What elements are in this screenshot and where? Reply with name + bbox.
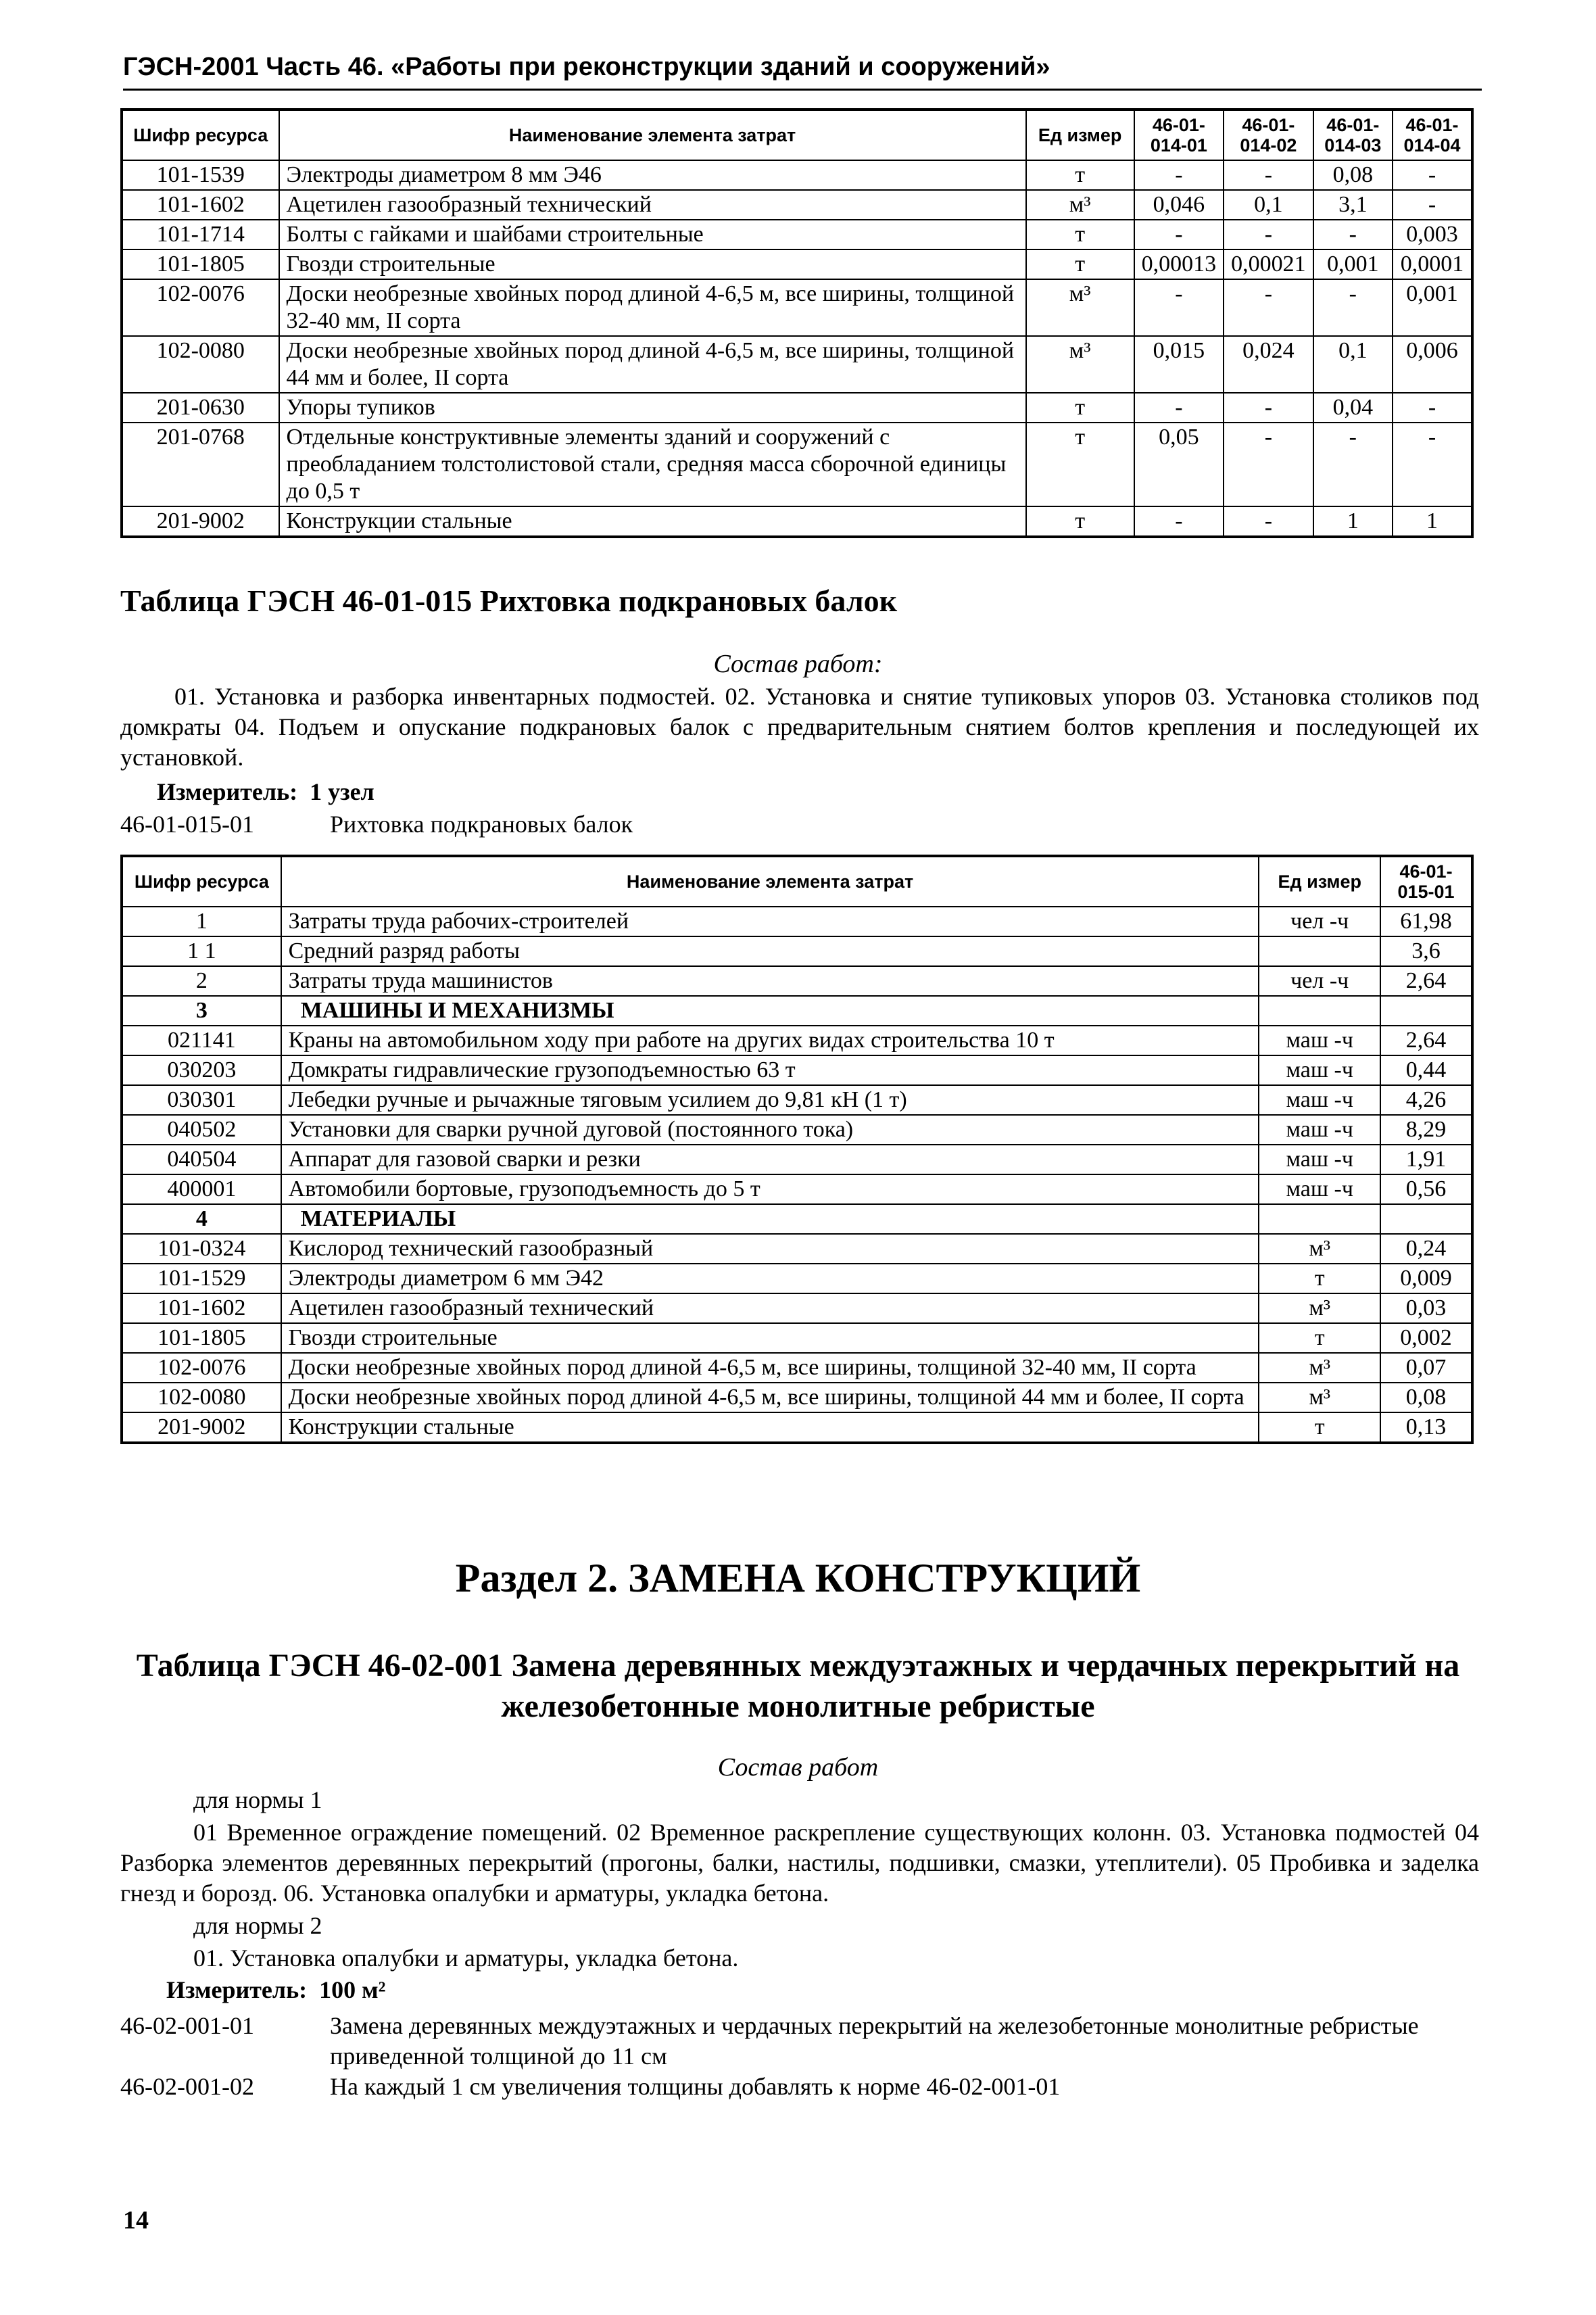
table-cell-name: Краны на автомобильном ходу при работе на других видах строительства 10 т [281,1026,1259,1055]
column-header: Наименование элемента затрат [281,856,1259,907]
meter-line [166,1976,385,2004]
table-row [122,423,1472,506]
table-cell-v3: 0,1 [1313,336,1393,393]
table-row [122,907,1472,936]
table-cell-v2: - [1224,279,1313,336]
table-row [122,936,1472,966]
table-cell-name: Средний разряд работы [281,936,1259,966]
table-cell-v3: 0,001 [1313,249,1393,279]
table-row [122,1174,1472,1204]
table-cell-name: Доски необрезные хвойных пород длиной 4-6,5 м, все ширины, толщиной 32-40 мм, II сорта [279,279,1026,336]
meter-value: 1 узел [310,778,374,805]
table-row [122,1234,1472,1264]
resource-table-46-01-015 [120,855,1474,1444]
composition-text: 01. Установка и разборка инвентарных подмостей. 02. Установка и снятие тупиковых упоров 03. Установка столиков под домкраты 04. Подъем и опускание подкрановых балок с предварительным снятием болтов крепления и последующей их установкой. [120,683,1479,771]
table-row [122,1353,1472,1383]
table-row [122,249,1472,279]
table-cell-v4: 0,006 [1393,336,1472,393]
norm-line [120,810,633,838]
table-cell-value: 61,98 [1380,907,1472,936]
table-cell-v1: - [1134,160,1224,190]
table-cell-v4: - [1393,393,1472,423]
table-group-row [122,1204,1472,1234]
table-row [122,279,1472,336]
meter-label: Измеритель: [166,1976,308,2003]
table-cell-v1: 0,00013 [1134,249,1224,279]
table-cell-v1: 0,046 [1134,190,1224,220]
column-header: Наименование элемента затрат [279,110,1026,160]
table-cell-unit: м³ [1026,279,1134,336]
table-cell-v2: - [1224,506,1313,537]
for-norm-1-label: для нормы 1 [193,1786,322,1813]
table-cell-unit: м³ [1259,1234,1380,1264]
table-cell-value: 1,91 [1380,1145,1472,1174]
table-cell-code: 1 1 [122,936,281,966]
table-row [122,220,1472,249]
norm-name: Рихтовка подкрановых балок [330,811,633,838]
table-cell-v4: - [1393,423,1472,506]
table-cell-value: 3,6 [1380,936,1472,966]
table-cell-code: 3 [122,996,281,1026]
composition-label: Состав работ: [713,650,883,678]
table-cell-value: 0,08 [1380,1383,1472,1412]
table-cell-value: 0,44 [1380,1055,1472,1085]
column-header: 46-01-014-01 [1134,110,1224,160]
table-cell-name: Домкраты гидравлические грузоподъемностью 63 т [281,1055,1259,1085]
table-cell-v4: 0,001 [1393,279,1472,336]
table-cell-unit: чел -ч [1259,907,1380,936]
norms-list [120,2011,1479,2102]
table-cell-unit: м³ [1259,1353,1380,1383]
table-cell-v1: 0,05 [1134,423,1224,506]
column-header: Шифр ресурса [122,110,279,160]
table-cell-unit [1259,996,1380,1026]
table-cell-name: Конструкции стальные [281,1412,1259,1443]
table-cell-unit [1259,1204,1380,1234]
table-cell-name: Затраты труда рабочих-строителей [281,907,1259,936]
table-cell-name: Лебедки ручные и рычажные тяговым усилием до 9,81 кН (1 т) [281,1085,1259,1115]
table-cell-v1: - [1134,220,1224,249]
table-row [122,190,1472,220]
table-cell-code: 101-1805 [122,249,279,279]
table-title-46-02-001 [0,1646,1596,1727]
table-row [122,160,1472,190]
table-cell-code: 021141 [122,1026,281,1055]
table-cell-v2: 0,1 [1224,190,1313,220]
table-cell-name: Упоры тупиков [279,393,1026,423]
table-cell-v2: - [1224,423,1313,506]
table-row [122,1412,1472,1443]
table-cell-name: Ацетилен газообразный технический [279,190,1026,220]
table-cell-unit: маш -ч [1259,1115,1380,1145]
table-cell-code: 400001 [122,1174,281,1204]
table-cell-code: 102-0076 [122,279,279,336]
table-cell-code: 201-0630 [122,393,279,423]
table-cell-v4: 1 [1393,506,1472,537]
table-cell-value: 0,07 [1380,1353,1472,1383]
table-cell-code: 101-1602 [122,190,279,220]
table-cell-unit: маш -ч [1259,1055,1380,1085]
table-cell-name: Гвозди строительные [281,1323,1259,1353]
table-cell-name: Доски необрезные хвойных пород длиной 4-6,5 м, все ширины, толщиной 32-40 мм, II сорта [281,1353,1259,1383]
table-cell-v3: 1 [1313,506,1393,537]
table-cell-v3: 0,04 [1313,393,1393,423]
table-cell-code: 101-0324 [122,1234,281,1264]
table-cell-v2: - [1224,393,1313,423]
table-title-line: железобетонные монолитные ребристые [501,1688,1095,1724]
table-cell-code: 101-1805 [122,1323,281,1353]
table-row [122,506,1472,537]
table-cell-value: 8,29 [1380,1115,1472,1145]
column-header: 46-01-014-03 [1313,110,1393,160]
table-row [122,1264,1472,1293]
table-cell-name: Электроды диаметром 6 мм Э42 [281,1264,1259,1293]
column-header: 46-01-014-04 [1393,110,1472,160]
table-row [122,1323,1472,1353]
table-cell-v2: 0,00021 [1224,249,1313,279]
table-cell-unit: т [1026,249,1134,279]
table-cell-unit: т [1259,1412,1380,1443]
table-cell-code: 2 [122,966,281,996]
table-cell-value [1380,1204,1472,1234]
table-cell-value: 0,009 [1380,1264,1472,1293]
table-row [122,1145,1472,1174]
for-norm-2-label: для нормы 2 [193,1912,322,1939]
table-cell-code: 101-1714 [122,220,279,249]
table-cell-value: 0,56 [1380,1174,1472,1204]
table-cell-code: 101-1539 [122,160,279,190]
table-cell-unit: т [1026,506,1134,537]
table-cell-code: 4 [122,1204,281,1234]
table-title-line: Таблица ГЭСН 46-02-001 Замена деревянных междуэтажных и чердачных перекрытий на [136,1648,1460,1684]
table-cell-v1: - [1134,506,1224,537]
table-cell-v4: 0,0001 [1393,249,1472,279]
table-cell-name: МАШИНЫ И МЕХАНИЗМЫ [281,996,1259,1026]
meter-label: Измеритель: [157,778,298,805]
norm-item [120,2072,1479,2102]
table-cell-value [1380,996,1472,1026]
table-cell-v1: 0,015 [1134,336,1224,393]
table-cell-v2: 0,024 [1224,336,1313,393]
norm-code: 46-01-015-01 [120,811,254,838]
table-cell-code: 040502 [122,1115,281,1145]
table-cell-unit: т [1026,220,1134,249]
table-cell-code: 040504 [122,1145,281,1174]
table-cell-unit: т [1259,1264,1380,1293]
table-row [122,1055,1472,1085]
table-cell-code: 102-0080 [122,336,279,393]
table-cell-name: Доски необрезные хвойных пород длиной 4-6,5 м, все ширины, толщиной 44 мм и более, II сорта [279,336,1026,393]
table-cell-v3: - [1313,423,1393,506]
table-cell-v1: - [1134,279,1224,336]
table-row [122,1026,1472,1055]
table-cell-value: 4,26 [1380,1085,1472,1115]
table-row [122,966,1472,996]
table-cell-value: 2,64 [1380,966,1472,996]
table-cell-v2: - [1224,220,1313,249]
table-cell-v3: - [1313,279,1393,336]
norm1-composition: 01 Временное ограждение помещений. 02 Временное раскрепление существующих колонн. 03. Установка подмостей 04 Разборка элементов деревянных перекрытий (прогоны, балки, настилы, подшивки, смазки, утеплители). 05 Пробивка и заделка гнезд и борозд. 06. Установка опалубки и арматуры, укладка бетона. [120,1819,1479,1907]
table-cell-unit: т [1026,393,1134,423]
table-cell-name: МАТЕРИАЛЫ [281,1204,1259,1234]
table-row [122,1383,1472,1412]
table-cell-code: 1 [122,907,281,936]
table-row [122,393,1472,423]
table-cell-name: Аппарат для газовой сварки и резки [281,1145,1259,1174]
table-cell-name: Ацетилен газообразный технический [281,1293,1259,1323]
section-heading: Раздел 2. ЗАМЕНА КОНСТРУКЦИЙ [455,1556,1141,1600]
table-title-46-01-015: Таблица ГЭСН 46-01-015 Рихтовка подкрановых балок [120,583,898,618]
table-cell-name: Доски необрезные хвойных пород длиной 4-6,5 м, все ширины, толщиной 44 мм и более, II сорта [281,1383,1259,1412]
table-cell-v3: - [1313,220,1393,249]
table-cell-unit: м³ [1026,190,1134,220]
norm-name: На каждый 1 см увеличения толщины добавлять к норме 46-02-001-01 [330,2073,1061,2100]
table-cell-name: Установки для сварки ручной дуговой (постоянного тока) [281,1115,1259,1145]
table-cell-code: 102-0080 [122,1383,281,1412]
table-cell-unit: м³ [1259,1293,1380,1323]
table-cell-unit: маш -ч [1259,1174,1380,1204]
column-header: Ед измер [1026,110,1134,160]
table-cell-v1: - [1134,393,1224,423]
table-cell-code: 201-9002 [122,1412,281,1443]
norm-name: Замена деревянных междуэтажных и чердачных перекрытий на железобетонные монолитные ребристые приведенной толщиной до 11 см [330,2012,1419,2070]
table-cell-name: Конструкции стальные [279,506,1026,537]
table-cell-name: Кислород технический газообразный [281,1234,1259,1264]
table-cell-code: 102-0076 [122,1353,281,1383]
table-cell-code: 201-9002 [122,506,279,537]
table-row [122,1085,1472,1115]
table-cell-v4: - [1393,160,1472,190]
table-cell-unit: маш -ч [1259,1145,1380,1174]
norm-code: 46-02-001-01 [120,2012,254,2039]
norm2-composition: 01. Установка опалубки и арматуры, укладка бетона. [193,1944,739,1972]
table-cell-name: Отдельные конструктивные элементы зданий и сооружений с преобладанием толстолистовой стали, средняя масса сборочной единицы до 0,5 т [279,423,1026,506]
table-cell-unit: т [1259,1323,1380,1353]
table-row [122,1115,1472,1145]
table-cell-v3: 0,08 [1313,160,1393,190]
table-cell-code: 030203 [122,1055,281,1085]
column-header: Ед измер [1259,856,1380,907]
table-cell-code: 030301 [122,1085,281,1115]
column-header: Шифр ресурса [122,856,281,907]
meter-value: 100 м² [319,1976,386,2003]
meter-line [157,778,374,806]
table-cell-code: 201-0768 [122,423,279,506]
table-cell-unit: чел -ч [1259,966,1380,996]
table-cell-name: Гвозди строительные [279,249,1026,279]
table-header-row [122,110,1472,160]
table-cell-name: Затраты труда машинистов [281,966,1259,996]
table-cell-unit [1259,936,1380,966]
table-cell-v2: - [1224,160,1313,190]
norm-code: 46-02-001-02 [120,2073,254,2100]
table-cell-unit: м³ [1026,336,1134,393]
table-cell-value: 0,24 [1380,1234,1472,1264]
resource-table-46-01-014 [120,108,1474,538]
table-cell-unit: т [1026,160,1134,190]
table-cell-code: 101-1602 [122,1293,281,1323]
table-cell-name: Электроды диаметром 8 мм Э46 [279,160,1026,190]
table-cell-unit: маш -ч [1259,1085,1380,1115]
table-cell-name: Болты с гайками и шайбами строительные [279,220,1026,249]
table-cell-value: 2,64 [1380,1026,1472,1055]
table-cell-value: 0,002 [1380,1323,1472,1353]
table-cell-v4: 0,003 [1393,220,1472,249]
table-cell-value: 0,13 [1380,1412,1472,1443]
table-cell-code: 101-1529 [122,1264,281,1293]
table-group-row [122,996,1472,1026]
column-header: 46-01-015-01 [1380,856,1472,907]
table-cell-value: 0,03 [1380,1293,1472,1323]
table-header-row [122,856,1472,907]
table-cell-unit: т [1026,423,1134,506]
page-number: 14 [123,2206,149,2235]
table-cell-name: Автомобили бортовые, грузоподъемность до 5 т [281,1174,1259,1204]
composition-label: Состав работ [717,1753,879,1782]
running-header: ГЭСН-2001 Часть 46. «Работы при реконструкции зданий и сооружений» [123,53,1482,91]
table-row [122,1293,1472,1323]
table-cell-unit: м³ [1259,1383,1380,1412]
column-header: 46-01-014-02 [1224,110,1313,160]
norm-item [120,2011,1479,2072]
table-cell-v3: 3,1 [1313,190,1393,220]
table-cell-unit: маш -ч [1259,1026,1380,1055]
table-cell-v4: - [1393,190,1472,220]
table-row [122,336,1472,393]
